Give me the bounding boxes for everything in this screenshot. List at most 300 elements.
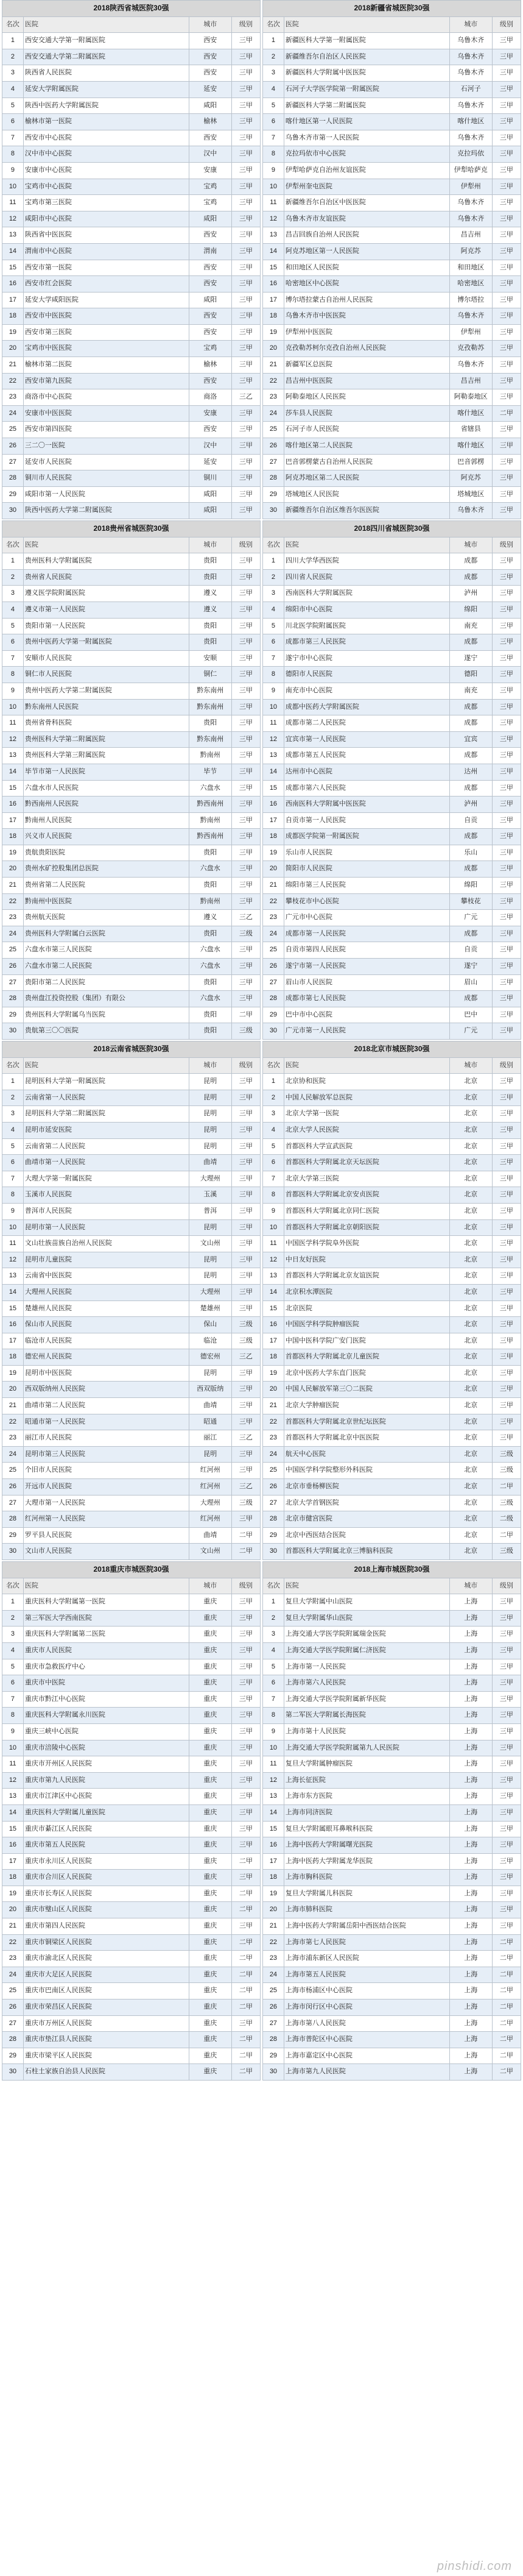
hospital-name-cell: 上海市浦东新区人民医院 — [284, 1951, 449, 1967]
table-row — [2, 1122, 261, 1138]
city-cell: 西双版纳 — [189, 1382, 231, 1398]
table-row — [263, 1756, 521, 1773]
level-cell: 三甲 — [492, 893, 521, 910]
city-cell: 克拉玛依 — [449, 146, 492, 163]
level-cell: 二甲 — [492, 1527, 521, 1544]
rank-cell: 29 — [263, 486, 284, 503]
city-cell: 六盘水 — [189, 780, 231, 797]
rank-cell: 3 — [263, 1627, 284, 1643]
level-cell: 二甲 — [231, 1934, 260, 1951]
city-cell: 上海 — [449, 1659, 492, 1675]
level-cell: 二甲 — [492, 1934, 521, 1951]
city-cell: 攀枝花 — [449, 893, 492, 910]
city-cell: 巴音郭楞 — [449, 454, 492, 470]
level-cell: 三甲 — [231, 1463, 260, 1479]
hospital-name-cell: 莎车县人民医院 — [284, 405, 449, 422]
rank-cell: 3 — [263, 1106, 284, 1123]
level-cell: 三甲 — [492, 991, 521, 1007]
level-cell: 三甲 — [231, 1594, 260, 1611]
column-header: 医院 — [23, 1578, 189, 1594]
hospital-name-cell: 延安大学附属医院 — [23, 81, 189, 98]
rank-cell: 18 — [263, 308, 284, 325]
hospital-name-cell: 乌鲁木齐市友谊医院 — [284, 211, 449, 227]
city-cell: 延安 — [189, 81, 231, 98]
hospital-name-cell: 中国人民解放军第三〇二医院 — [284, 1382, 449, 1398]
hospital-name-cell: 西南医科大学附属医院 — [284, 586, 449, 602]
table-row — [2, 146, 261, 163]
ranking-table — [262, 0, 521, 519]
city-cell: 重庆 — [189, 1789, 231, 1805]
hospital-name-cell: 陕西省人民医院 — [23, 65, 189, 82]
hospital-name-cell: 成都市第七人民医院 — [284, 991, 449, 1007]
table-row — [2, 292, 261, 308]
table-row — [263, 454, 521, 470]
city-cell: 重庆 — [189, 1691, 231, 1708]
city-cell: 克孜勒苏 — [449, 341, 492, 357]
hospital-name-cell: 上海交通大学医学院附属新华医院 — [284, 1691, 449, 1708]
hospital-name-cell: 商洛市中心医院 — [23, 389, 189, 406]
table-row — [263, 1594, 521, 1611]
city-cell: 昌吉州 — [449, 227, 492, 244]
table-title: 2018重庆市城医院30强 — [2, 1562, 261, 1578]
hospital-name-cell: 首都医科大学附属北京中医医院 — [284, 1430, 449, 1447]
level-cell: 三甲 — [492, 748, 521, 764]
level-cell: 三甲 — [231, 276, 260, 293]
hospital-name-cell: 重庆医科大学附属第二医院 — [23, 1627, 189, 1643]
table-row — [263, 1268, 521, 1285]
hospital-name-cell: 重庆市铜梁区人民医院 — [23, 1934, 189, 1951]
table-row — [2, 1430, 261, 1447]
hospital-name-cell: 三二〇一医院 — [23, 438, 189, 455]
hospital-name-cell: 广元市中心医院 — [284, 910, 449, 926]
table-row — [2, 1252, 261, 1268]
table-row — [2, 1804, 261, 1821]
city-cell: 哈密地区 — [449, 276, 492, 293]
rank-cell: 8 — [263, 1187, 284, 1204]
hospital-name-cell: 贵阳市第二人民医院 — [23, 974, 189, 991]
city-cell: 黔西南州 — [189, 797, 231, 813]
level-cell: 三甲 — [231, 292, 260, 308]
hospital-name-cell: 乌鲁木齐市中医医院 — [284, 308, 449, 325]
city-cell: 成都 — [449, 748, 492, 764]
hospital-name-cell: 自贡市第四人民医院 — [284, 942, 449, 959]
table-row — [2, 1317, 261, 1333]
city-cell: 乐山 — [449, 845, 492, 861]
level-cell: 二甲 — [231, 2064, 260, 2081]
table-row — [263, 438, 521, 455]
table-row — [263, 1886, 521, 1902]
level-cell: 三甲 — [492, 179, 521, 195]
table-row — [263, 748, 521, 764]
table-row — [263, 829, 521, 845]
rank-cell: 7 — [2, 130, 24, 146]
table-row — [263, 1300, 521, 1317]
level-cell: 三甲 — [492, 553, 521, 570]
rank-cell: 1 — [2, 1594, 24, 1611]
level-cell: 三甲 — [231, 243, 260, 260]
city-cell: 重庆 — [189, 1902, 231, 1918]
table-row — [2, 845, 261, 861]
hospital-name-cell: 陕西中医药大学附属医院 — [23, 98, 189, 114]
rank-cell: 28 — [263, 991, 284, 1007]
rank-cell: 5 — [2, 1659, 24, 1675]
hospital-name-cell: 首都医科大学附属北京同仁医院 — [284, 1203, 449, 1219]
hospital-name-cell: 贵州省第二人民医院 — [23, 878, 189, 894]
rank-cell: 8 — [2, 667, 24, 683]
rank-cell: 22 — [2, 893, 24, 910]
level-cell: 三级 — [231, 1495, 260, 1511]
rank-cell: 13 — [2, 227, 24, 244]
hospital-name-cell: 六盘水市人民医院 — [23, 780, 189, 797]
table-row — [2, 1495, 261, 1511]
hospital-name-cell: 渭南市中心医院 — [23, 243, 189, 260]
level-cell: 三甲 — [492, 195, 521, 211]
hospital-name-cell: 北京大学肿瘤医院 — [284, 1398, 449, 1414]
hospital-name-cell: 重庆医科大学附属永川医院 — [23, 1708, 189, 1724]
city-cell: 重庆 — [189, 2048, 231, 2064]
hospital-name-cell: 安康市中心医院 — [23, 162, 189, 179]
hospital-name-cell: 黔西南州人民医院 — [23, 797, 189, 813]
table-row — [263, 1398, 521, 1414]
hospital-name-cell: 石河子市人民医院 — [284, 422, 449, 438]
level-cell: 三甲 — [492, 1740, 521, 1756]
city-cell: 咸阳 — [189, 292, 231, 308]
rank-cell: 19 — [263, 324, 284, 341]
city-cell: 黔南州 — [189, 748, 231, 764]
table-row — [263, 812, 521, 829]
city-cell: 北京 — [449, 1138, 492, 1155]
hospital-name-cell: 重庆市江津区中心医院 — [23, 1789, 189, 1805]
level-cell: 三甲 — [231, 1155, 260, 1171]
hospital-name-cell: 陕西中医药大学第二附属医院 — [23, 503, 189, 519]
level-cell: 二甲 — [492, 1951, 521, 1967]
table-row — [263, 1527, 521, 1544]
hospital-name-cell: 贵州省骨科医院 — [23, 715, 189, 732]
table-row — [263, 1171, 521, 1187]
level-cell: 三甲 — [492, 797, 521, 813]
table-row — [263, 974, 521, 991]
column-header: 名次 — [2, 1057, 24, 1074]
level-cell: 三甲 — [231, 1268, 260, 1285]
level-cell: 三甲 — [231, 2015, 260, 2032]
level-cell: 三甲 — [231, 569, 260, 586]
hospital-name-cell: 上海交通大学医学院附属第九人民医院 — [284, 1740, 449, 1756]
city-cell: 贵阳 — [189, 926, 231, 942]
level-cell: 三甲 — [231, 1219, 260, 1236]
hospital-name-cell: 上海长征医院 — [284, 1772, 449, 1789]
level-cell: 二甲 — [492, 2048, 521, 2064]
rank-cell: 7 — [2, 1171, 24, 1187]
hospital-name-cell: 西南医科大学附属中医医院 — [284, 797, 449, 813]
city-cell: 成都 — [449, 634, 492, 651]
hospital-name-cell: 遵义市第一人民医院 — [23, 601, 189, 618]
rank-cell: 17 — [2, 812, 24, 829]
hospital-name-cell: 首都医科大学附属北京友谊医院 — [284, 1268, 449, 1285]
table-row — [2, 1675, 261, 1692]
table-row — [2, 373, 261, 389]
city-cell: 重庆 — [189, 1659, 231, 1675]
level-cell: 三甲 — [231, 49, 260, 65]
rank-cell: 7 — [2, 1691, 24, 1708]
city-cell: 石河子 — [449, 81, 492, 98]
rank-cell: 5 — [2, 1138, 24, 1155]
level-cell: 三甲 — [492, 438, 521, 455]
city-cell: 黔南州 — [189, 812, 231, 829]
table-row — [2, 829, 261, 845]
hospital-name-cell: 伊犁州中医医院 — [284, 324, 449, 341]
rank-cell: 27 — [263, 2015, 284, 2032]
hospital-name-cell: 文山市人民医院 — [23, 1544, 189, 1560]
hospital-name-cell: 重庆市巴南区人民医院 — [23, 1983, 189, 1999]
rank-cell: 10 — [263, 179, 284, 195]
rank-cell: 29 — [263, 2048, 284, 2064]
level-cell: 三甲 — [231, 357, 260, 374]
city-cell: 泸州 — [449, 586, 492, 602]
level-cell: 三甲 — [231, 1627, 260, 1643]
level-cell: 三甲 — [231, 764, 260, 780]
city-cell: 普洱 — [189, 1203, 231, 1219]
rank-cell: 23 — [263, 1951, 284, 1967]
hospital-name-cell: 乐山市人民医院 — [284, 845, 449, 861]
hospital-name-cell: 成都市第六人民医院 — [284, 780, 449, 797]
rank-cell: 7 — [263, 1171, 284, 1187]
hospital-name-cell: 北京大学第一医院 — [284, 1106, 449, 1123]
hospital-name-cell: 伊犁哈萨克自治州友谊医院 — [284, 162, 449, 179]
level-cell: 二甲 — [492, 2064, 521, 2081]
table-row — [2, 1708, 261, 1724]
level-cell: 三甲 — [231, 991, 260, 1007]
table-row — [2, 1074, 261, 1090]
hospital-name-cell: 克孜勒苏柯尔克孜自治州人民医院 — [284, 341, 449, 357]
level-cell: 二甲 — [231, 1999, 260, 2016]
hospital-name-cell: 广元市第一人民医院 — [284, 1023, 449, 1040]
table-row — [263, 1511, 521, 1528]
level-cell: 二级 — [492, 1511, 521, 1528]
level-cell: 三甲 — [231, 878, 260, 894]
rank-cell: 6 — [263, 634, 284, 651]
table-row — [2, 1983, 261, 1999]
rank-cell: 16 — [263, 1317, 284, 1333]
rank-cell: 24 — [2, 1967, 24, 1983]
table-row — [2, 1999, 261, 2016]
rank-cell: 13 — [263, 227, 284, 244]
hospital-name-cell: 新疆军区总医院 — [284, 357, 449, 374]
level-cell: 三甲 — [231, 324, 260, 341]
table-row — [263, 1789, 521, 1805]
rank-cell: 14 — [2, 243, 24, 260]
table-row — [2, 634, 261, 651]
hospital-name-cell: 成都市第三人民医院 — [284, 634, 449, 651]
header-row — [263, 537, 521, 553]
table-row — [263, 1187, 521, 1204]
hospital-name-cell: 昌吉回族自治州人民医院 — [284, 227, 449, 244]
table-row — [263, 146, 521, 163]
table-row — [263, 1479, 521, 1496]
hospital-name-cell: 眉山市人民医院 — [284, 974, 449, 991]
level-cell: 三甲 — [492, 1886, 521, 1902]
table-row — [2, 1023, 261, 1040]
level-cell: 三甲 — [492, 227, 521, 244]
level-cell: 三甲 — [492, 1203, 521, 1219]
level-cell: 三甲 — [492, 1821, 521, 1837]
table-row — [2, 926, 261, 942]
city-cell: 西安 — [189, 65, 231, 82]
rank-cell: 1 — [2, 1074, 24, 1090]
table-row — [2, 1902, 261, 1918]
table-row — [263, 503, 521, 519]
hospital-name-cell: 北京中西医结合医院 — [284, 1527, 449, 1544]
hospital-name-cell: 西安市第三医院 — [23, 324, 189, 341]
table-row — [263, 1074, 521, 1090]
hospital-name-cell: 塔城地区人民医院 — [284, 486, 449, 503]
city-cell: 上海 — [449, 1918, 492, 1935]
city-cell: 遵义 — [189, 601, 231, 618]
city-cell: 贵阳 — [189, 1023, 231, 1040]
rank-cell: 3 — [2, 1106, 24, 1123]
city-cell: 重庆 — [189, 1772, 231, 1789]
hospital-name-cell: 石河子大学医学院第一附属医院 — [284, 81, 449, 98]
table-row — [2, 1821, 261, 1837]
city-cell: 贵阳 — [189, 845, 231, 861]
city-cell: 北京 — [449, 1349, 492, 1366]
city-cell: 贵阳 — [189, 634, 231, 651]
table-row — [263, 1627, 521, 1643]
city-cell: 重庆 — [189, 1708, 231, 1724]
hospital-name-cell: 贵州盘江投资控股（集团）有限公 — [23, 991, 189, 1007]
level-cell: 三甲 — [231, 845, 260, 861]
level-cell: 三甲 — [492, 1300, 521, 1317]
level-cell: 三甲 — [231, 1122, 260, 1138]
level-cell: 三甲 — [492, 618, 521, 634]
rank-cell: 19 — [263, 1886, 284, 1902]
rank-cell: 20 — [263, 1382, 284, 1398]
city-cell: 咸阳 — [189, 98, 231, 114]
table-row — [263, 553, 521, 570]
city-cell: 上海 — [449, 1610, 492, 1627]
table-row — [2, 389, 261, 406]
level-cell: 三甲 — [231, 179, 260, 195]
city-cell: 曲靖 — [189, 1527, 231, 1544]
rank-cell: 21 — [2, 1398, 24, 1414]
rank-cell: 20 — [2, 1902, 24, 1918]
table-row — [2, 260, 261, 276]
ranking-table — [2, 0, 261, 519]
rank-cell: 30 — [263, 2064, 284, 2081]
rank-cell: 24 — [263, 926, 284, 942]
rank-cell: 10 — [2, 1219, 24, 1236]
hospital-name-cell: 成都中医药大学附属医院 — [284, 699, 449, 715]
level-cell: 三甲 — [231, 618, 260, 634]
city-cell: 昌吉州 — [449, 373, 492, 389]
column-header: 医院 — [284, 537, 449, 553]
rank-cell: 3 — [2, 586, 24, 602]
city-cell: 伊犁州 — [449, 179, 492, 195]
table-row — [2, 1007, 261, 1023]
city-cell: 北京 — [449, 1382, 492, 1398]
table-row — [2, 276, 261, 293]
city-cell: 西安 — [189, 49, 231, 65]
hospital-name-cell: 成都医学院第一附属医院 — [284, 829, 449, 845]
rank-cell: 20 — [2, 861, 24, 878]
level-cell: 三甲 — [231, 1106, 260, 1123]
level-cell: 三甲 — [492, 486, 521, 503]
table-row — [263, 227, 521, 244]
table-row — [263, 260, 521, 276]
rank-cell: 15 — [2, 260, 24, 276]
rank-cell: 18 — [2, 1349, 24, 1366]
city-cell: 北京 — [449, 1268, 492, 1285]
rank-cell: 22 — [263, 373, 284, 389]
rank-cell: 23 — [263, 1430, 284, 1447]
column-header: 城市 — [189, 537, 231, 553]
level-cell: 三乙 — [231, 1479, 260, 1496]
level-cell: 三甲 — [492, 1382, 521, 1398]
table-title: 2018云南省城医院30强 — [2, 1041, 261, 1058]
rank-cell: 26 — [2, 1479, 24, 1496]
city-cell: 成都 — [449, 569, 492, 586]
table-row — [2, 618, 261, 634]
column-header: 医院 — [284, 16, 449, 33]
level-cell: 二甲 — [231, 1902, 260, 1918]
rank-cell: 28 — [2, 991, 24, 1007]
level-cell: 三甲 — [231, 405, 260, 422]
hospital-name-cell: 重庆市永川区人民医院 — [23, 1853, 189, 1870]
rank-cell: 12 — [263, 731, 284, 748]
city-cell: 榆林 — [189, 114, 231, 130]
rank-cell: 15 — [2, 780, 24, 797]
city-cell: 达州 — [449, 764, 492, 780]
city-cell: 上海 — [449, 1853, 492, 1870]
city-cell: 玉溪 — [189, 1187, 231, 1204]
city-cell: 安康 — [189, 405, 231, 422]
city-cell: 贵阳 — [189, 569, 231, 586]
level-cell: 三甲 — [492, 292, 521, 308]
rank-cell: 23 — [2, 1430, 24, 1447]
table-row — [263, 1138, 521, 1155]
level-cell: 三甲 — [492, 1090, 521, 1106]
city-cell: 重庆 — [189, 1740, 231, 1756]
table-row — [263, 1382, 521, 1398]
level-cell: 三甲 — [492, 65, 521, 82]
table-row — [2, 2032, 261, 2048]
city-cell: 贵阳 — [189, 1007, 231, 1023]
rank-cell: 10 — [2, 1740, 24, 1756]
hospital-name-cell: 新疆维吾尔自治区维吾尔医医院 — [284, 503, 449, 519]
rank-cell: 13 — [263, 1268, 284, 1285]
level-cell: 三甲 — [231, 162, 260, 179]
rank-cell: 18 — [2, 308, 24, 325]
table-row — [2, 1918, 261, 1935]
rank-cell: 18 — [263, 1349, 284, 1366]
hospital-name-cell: 北京大学首钢医院 — [284, 1495, 449, 1511]
ranking-table — [2, 1041, 261, 1560]
rank-cell: 9 — [263, 1203, 284, 1219]
hospital-name-cell: 临沧市人民医院 — [23, 1333, 189, 1349]
rank-cell: 3 — [263, 65, 284, 82]
rank-cell: 28 — [263, 470, 284, 487]
level-cell: 三甲 — [492, 1074, 521, 1090]
table-row — [263, 1967, 521, 1983]
table-row — [263, 1155, 521, 1171]
level-cell: 三乙 — [231, 1430, 260, 1447]
city-cell: 北京 — [449, 1203, 492, 1219]
table-row — [2, 991, 261, 1007]
table-row — [2, 308, 261, 325]
level-cell: 三甲 — [492, 1627, 521, 1643]
rank-cell: 6 — [263, 1675, 284, 1692]
rank-cell: 24 — [263, 1446, 284, 1463]
hospital-name-cell: 上海市闵行区中心医院 — [284, 1999, 449, 2016]
